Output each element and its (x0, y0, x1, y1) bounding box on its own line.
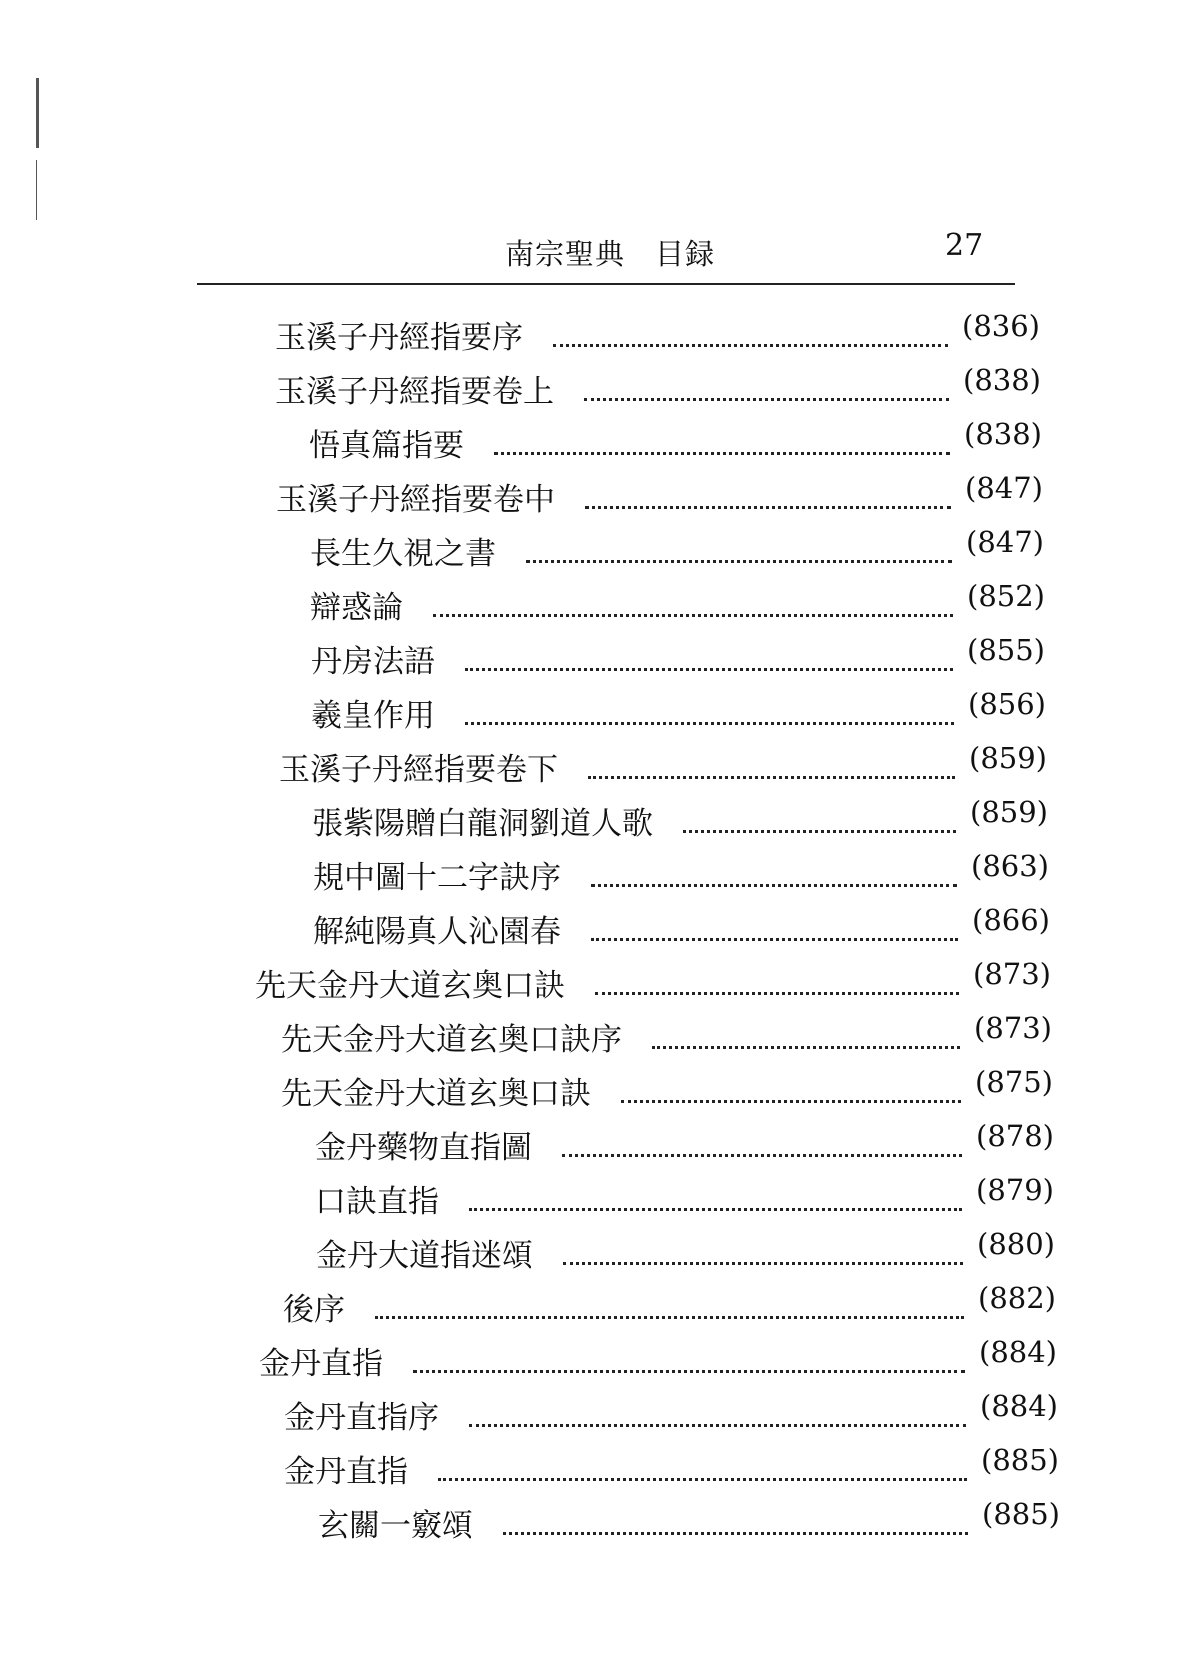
toc-entry-page: (880) (977, 1227, 1055, 1261)
toc-entry-title: 解純陽真人沁園春 (313, 914, 561, 950)
toc-leader-dots (465, 668, 953, 671)
toc-entry-title: 辯惑論 (310, 590, 403, 626)
toc-entry-title: 後序 (283, 1292, 345, 1328)
toc-leader-dots (433, 614, 953, 617)
scan-artifact (36, 160, 37, 220)
toc-entry (0, 1167, 1190, 1221)
toc-entry-page: (875) (975, 1065, 1053, 1099)
toc-entry (0, 1437, 1190, 1491)
toc-leader-dots (591, 884, 957, 887)
toc-entry-page: (852) (967, 579, 1045, 613)
toc-entry-title: 悟真篇指要 (309, 428, 464, 464)
toc-entry-title: 丹房法語 (311, 644, 435, 680)
toc-entry (0, 465, 1190, 519)
toc-leader-dots (562, 1154, 962, 1157)
toc-leader-dots (595, 992, 959, 995)
toc-entry-title: 金丹直指 (284, 1454, 408, 1490)
toc-entry-title: 玉溪子丹經指要卷上 (275, 374, 554, 410)
toc-entry-page: (847) (966, 525, 1044, 559)
toc-entry-page: (847) (965, 471, 1043, 505)
toc-leader-dots (494, 452, 950, 455)
toc-entry-page: (836) (962, 309, 1040, 343)
toc-entry-page: (873) (974, 1011, 1052, 1045)
toc-entry (0, 789, 1190, 843)
toc-entry (0, 1059, 1190, 1113)
toc-leader-dots (585, 506, 951, 509)
toc-entry (0, 735, 1190, 789)
toc-entry (0, 303, 1190, 357)
toc-entry (0, 1491, 1190, 1545)
toc-entry-page: (884) (980, 1389, 1058, 1423)
toc-entry-page: (856) (968, 687, 1046, 721)
toc-leader-dots (591, 938, 958, 941)
toc-leader-dots (375, 1316, 964, 1319)
toc-entry-title: 玉溪子丹經指要卷中 (276, 482, 555, 518)
toc-leader-dots (553, 344, 948, 347)
toc-entry-page: (879) (976, 1173, 1054, 1207)
toc-entry-title: 張紫陽贈白龍洞劉道人歌 (312, 806, 653, 842)
toc-entry (0, 1113, 1190, 1167)
toc-entry (0, 897, 1190, 951)
toc-entry (0, 411, 1190, 465)
toc-entry-title: 金丹藥物直指圖 (315, 1130, 532, 1166)
toc-leader-dots (465, 722, 954, 725)
header-rule (197, 283, 1015, 285)
toc-leader-dots (588, 776, 955, 779)
toc-leader-dots (563, 1262, 963, 1265)
toc-leader-dots (469, 1424, 966, 1427)
toc-entry-page: (882) (978, 1281, 1056, 1315)
toc-entry-title: 羲皇作用 (311, 698, 435, 734)
toc-entry-title: 金丹大道指迷頌 (316, 1238, 533, 1274)
toc-entry-page: (859) (970, 795, 1048, 829)
toc-entry-title: 先天金丹大道玄奥口訣序 (281, 1022, 622, 1058)
toc-entry-page: (878) (976, 1119, 1054, 1153)
toc-leader-dots (526, 560, 952, 563)
toc-leader-dots (652, 1046, 960, 1049)
toc-entry-title: 玄關一竅頌 (318, 1508, 473, 1544)
toc-entry-page: (885) (982, 1497, 1060, 1531)
toc-entry-title: 金丹直指 (259, 1346, 383, 1382)
toc-entry-page: (855) (967, 633, 1045, 667)
toc-entry-title: 先天金丹大道玄奥口訣 (281, 1076, 591, 1112)
toc-leader-dots (438, 1478, 967, 1481)
toc-entry (0, 519, 1190, 573)
toc-entry-page: (838) (964, 417, 1042, 451)
toc-leader-dots (621, 1100, 961, 1103)
toc-entry-title: 口訣直指 (315, 1184, 439, 1220)
toc-entry (0, 1329, 1190, 1383)
toc-entry (0, 357, 1190, 411)
toc-leader-dots (584, 398, 949, 401)
toc-entry (0, 627, 1190, 681)
toc-entry-title: 金丹直指序 (284, 1400, 439, 1436)
running-header-title: 南宗聖典 目録 (505, 237, 716, 271)
toc-entry-title: 先天金丹大道玄奥口訣 (255, 968, 565, 1004)
scan-artifact (36, 78, 39, 148)
toc-entry-page: (838) (963, 363, 1041, 397)
toc-entry (0, 843, 1190, 897)
toc-entry (0, 1275, 1190, 1329)
toc-entry (0, 1383, 1190, 1437)
toc-entry-page: (884) (979, 1335, 1057, 1369)
toc-entry (0, 1221, 1190, 1275)
toc-leader-dots (413, 1370, 965, 1373)
toc-entry (0, 681, 1190, 735)
toc-entry-page: (859) (969, 741, 1047, 775)
toc-entry-page: (866) (972, 903, 1050, 937)
toc-entry-page: (885) (981, 1443, 1059, 1477)
table-of-contents (0, 303, 1190, 1545)
toc-entry (0, 951, 1190, 1005)
toc-leader-dots (469, 1208, 962, 1211)
toc-entry (0, 1005, 1190, 1059)
toc-leader-dots (683, 830, 956, 833)
toc-leader-dots (503, 1532, 968, 1535)
toc-entry-page: (873) (973, 957, 1051, 991)
page-number: 27 (945, 228, 984, 263)
toc-entry-title: 玉溪子丹經指要序 (275, 320, 523, 356)
toc-entry-title: 長生久視之書 (310, 536, 496, 572)
toc-entry-page: (863) (971, 849, 1049, 883)
toc-entry (0, 573, 1190, 627)
toc-entry-title: 規中圖十二字訣序 (313, 860, 561, 896)
toc-entry-title: 玉溪子丹經指要卷下 (279, 752, 558, 788)
